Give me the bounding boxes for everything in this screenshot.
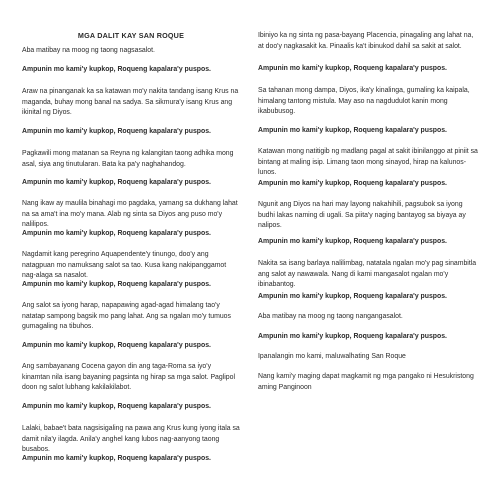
refrain: Ampunin mo kami'y kupkop, Roqueng kapalara'y puspos. — [22, 455, 211, 462]
verse: Nang ikaw ay maulila binahagi mo pagdaka, yamang sa dukhang lahat na sa ama't ina mo'y mana. Alab ng sinta sa Diyos ang puso mo'y nalilipos. — [22, 200, 238, 228]
refrain: Ampunin mo kami'y kupkop, Roqueng kapalara'y puspos. — [22, 66, 211, 73]
verse: Nagdamit kang peregrino Aquapendente'y tinungo, doo'y ang natagpuan mo namuksang salot sa tao. Kusa kang nakipanggamot nag-alaga sa nasalot. — [22, 251, 227, 279]
verse: Katawan mong natitigib ng madlang pagal at sakit ibinilanggo at piniit sa bintang at maling isip. Limang taon mong sinayod, hirap na kalunos-lunos. — [258, 148, 478, 176]
refrain: Ampunin mo kami'y kupkop, Roqueng kapalara'y puspos. — [258, 65, 447, 72]
verse: Ibiniyo ka ng sinta ng pasa-bayang Placencia, pinagaling ang lahat na, at doo'y nagkasakit ka. Pinaalis ka't ibinukod dahil sa sakit at salot. — [258, 32, 474, 50]
verse: Ang salot sa iyong harap, napapawing agad-agad himalang tao'y natatap sampong bagsik mo pang lahat. Ang sa ngalan mo'y tumuos gumagaling na tibuhos. — [22, 302, 231, 330]
verse: Pagkawili mong matanan sa Reyna ng kalangitan taong adhika mong asal, siya ang tinutularan. Bata ka pa'y naghahandog. — [22, 150, 234, 168]
verse: Lalaki, babae't bata nagsisigaling na pawa ang Krus kung iyong itala sa damit nila'y ilagda. Anila'y anghel kang lubos nag-aanyong taong busabos. — [22, 425, 240, 453]
refrain: Ampunin mo kami'y kupkop, Roqueng kapalara'y puspos. — [22, 342, 211, 349]
refrain: Ampunin mo kami'y kupkop, Roqueng kapalara'y puspos. — [258, 238, 447, 245]
refrain: Ampunin mo kami'y kupkop, Roqueng kapalara'y puspos. — [22, 128, 211, 135]
refrain: Ampunin mo kami'y kupkop, Roqueng kapalara'y puspos. — [258, 333, 447, 340]
verse: Ngunit ang Diyos na hari may layong nakahihili, pagsubok sa iyong budhi lakas naming di ugali. Sa piita'y naging bantayog sa biyaya ay nalipos. — [258, 201, 466, 229]
verse: Araw na pinanganak ka sa katawan mo'y nakita tandang isang Krus na maganda, buhay mong banal na sadya. Sa sikmura'y isang Krus ang ikinital ng Diyos. — [22, 88, 239, 116]
refrain: Ampunin mo kami'y kupkop, Roqueng kapalara'y puspos. — [22, 179, 211, 186]
verse: Nakita sa isang barlaya nalilimbag, natatala ngalan mo'y pag sinambitla ang salot ay nawawala. Nang di kami mangasalot ngalan mo'y ibinabantog. — [258, 260, 477, 288]
verse: Sa tahanan mong dampa, Diyos, ika'y kinalinga, gumaling ka kaipala, himalang tantong mistula. May aso na nagdudulot kanin mong ikabubusog. — [258, 87, 470, 115]
intro-line: Aba matibay na moog ng taong nagsasalot. — [22, 47, 155, 54]
verse: Ang sambayanang Cocena gayon din ang taga-Roma sa iyo'y kinamtan nila isang bayaning pagsinta ng hirap sa mga salot. Paglipol doon ng salot lubhang kakilakilabot. — [22, 363, 235, 391]
refrain: Ampunin mo kami'y kupkop, Roqueng kapalara'y puspos. — [22, 230, 211, 237]
prayer-response: Nang kami'y maging dapat magkamit ng mga pangako ni Hesukristong aming Panginoon — [258, 373, 474, 391]
document-title: MGA DALIT KAY SAN ROQUE — [77, 31, 185, 40]
closing-line: Aba matibay na moog ng taong nangangasalot. — [258, 313, 403, 320]
refrain: Ampunin mo kami'y kupkop, Roqueng kapalara'y puspos. — [258, 293, 447, 300]
refrain: Ampunin mo kami'y kupkop, Roqueng kapalara'y puspos. — [22, 281, 211, 288]
refrain: Ampunin mo kami'y kupkop, Roqueng kapalara'y puspos. — [258, 127, 447, 134]
refrain: Ampunin mo kami'y kupkop, Roqueng kapalara'y puspos. — [22, 403, 211, 410]
prayer-invocation: Ipanalangin mo kami, maluwalhating San Roque — [258, 353, 406, 360]
refrain: Ampunin mo kami'y kupkop, Roqueng kapalara'y puspos. — [258, 180, 447, 187]
